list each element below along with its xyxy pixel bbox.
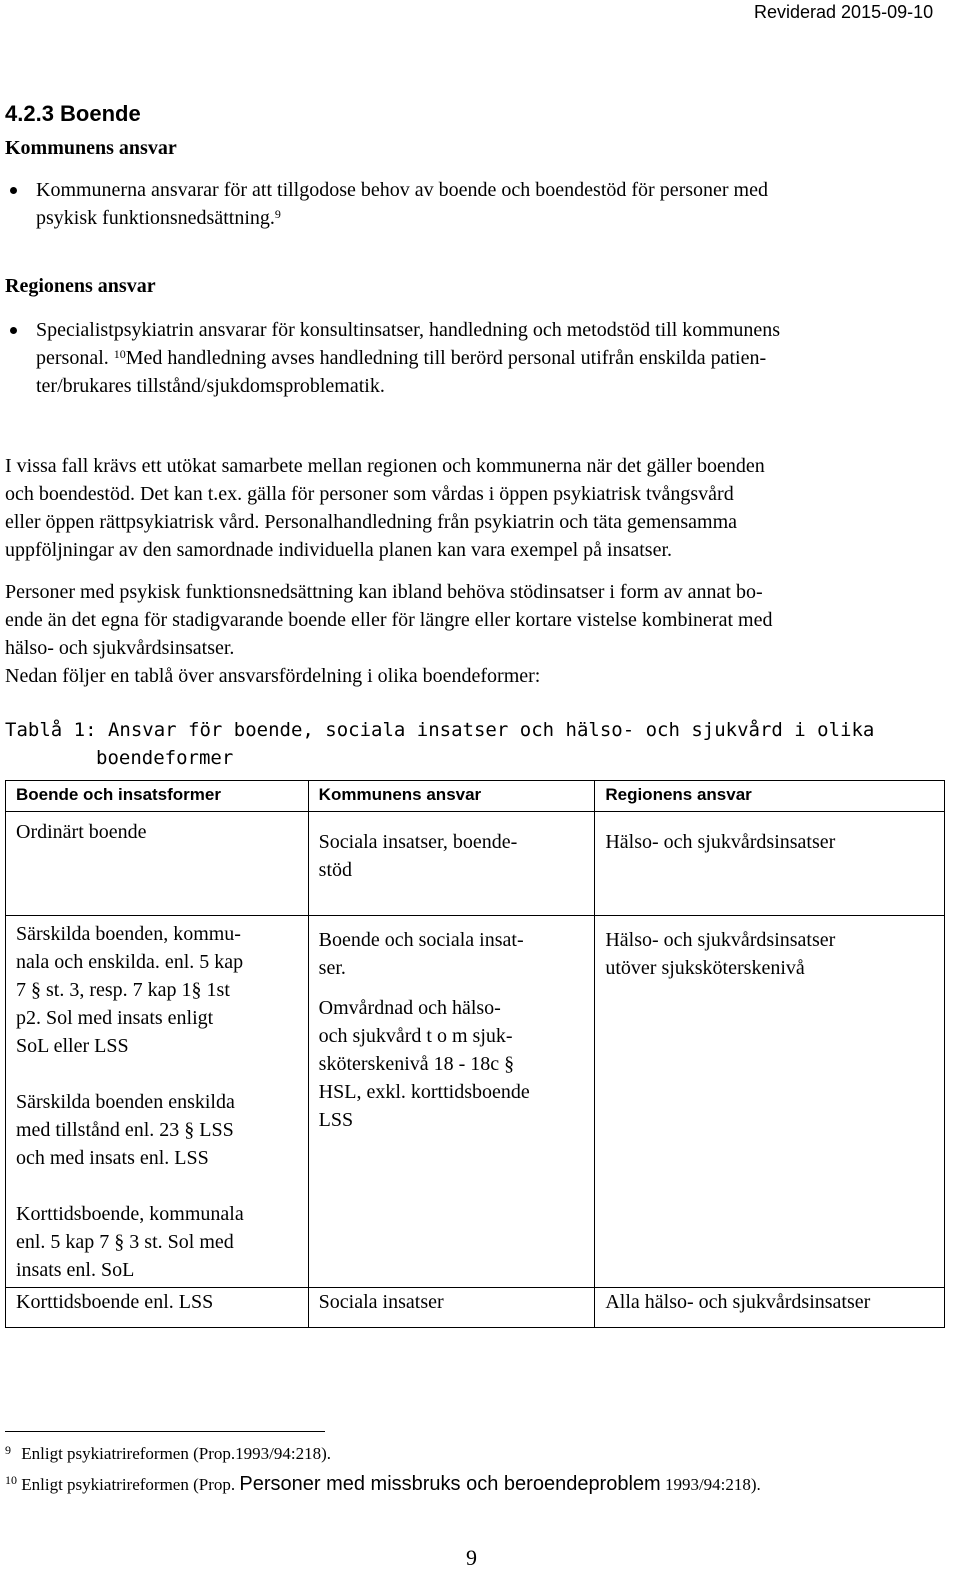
paragraph-2 xyxy=(5,578,772,662)
paragraph-1 xyxy=(5,452,765,564)
paragraph-2-line: ende än det egna för stadigvarande boende eller för längre eller kortare vistelse kombinerat med xyxy=(5,609,773,631)
footnote-text: Enligt psykiatrireformen (Prop.1993/94:218). xyxy=(21,1444,331,1463)
cell-text: 7 § st. 3, resp. 7 kap 1§ 1st xyxy=(16,979,230,1001)
cell-text: sköterskenivå 18 - 18c § xyxy=(318,1053,515,1075)
cell-text: Sociala insatser xyxy=(318,1291,444,1313)
region-bullet xyxy=(0,316,960,406)
cell-text: p2. Sol med insats enligt xyxy=(16,1007,214,1029)
kommun-bullet-line2-text: psykisk funktionsnedsättning. xyxy=(36,207,275,229)
paragraph-1-line: eller öppen rättpsykiatrisk vård. Personalhandledning från psykiatrin och täta gemensamma xyxy=(5,511,738,533)
table-cell xyxy=(308,812,595,916)
paragraph-1-line: och boendestöd. Det kan t.ex. gälla för personer som vårdas i öppen psykiatrisk tvångsvård xyxy=(5,483,734,505)
region-bullet-line2-post: Med handledning avses handledning till berörd personal utifrån enskilda patien- xyxy=(125,347,767,369)
cell-text xyxy=(16,1060,298,1088)
cell-text: med tillstånd enl. 23 § LSS xyxy=(16,1119,234,1141)
cell-text: Ordinärt boende xyxy=(16,821,147,843)
table-header-row xyxy=(6,781,945,812)
footnote-text: 1993/94:218). xyxy=(664,1475,761,1494)
header-boende: Boende och insatsformer xyxy=(6,781,309,812)
footnote-number: 10 xyxy=(5,1473,17,1487)
cell-text: Särskilda boenden, kommu- xyxy=(16,923,241,945)
kommun-subheading: Kommunens ansvar xyxy=(5,137,177,159)
cell-text: ser. xyxy=(318,957,346,979)
table-row xyxy=(6,1288,945,1328)
table-cell xyxy=(595,812,945,916)
footnote-number: 9 xyxy=(5,1443,11,1457)
header-region: Regionens ansvar xyxy=(595,781,945,812)
cell-text xyxy=(16,1172,298,1200)
region-subheading: Regionens ansvar xyxy=(5,275,156,297)
table-cell xyxy=(308,1288,595,1328)
table-cell xyxy=(595,916,945,1288)
table-row xyxy=(6,812,945,916)
cell-text: Särskilda boenden enskilda xyxy=(16,1091,235,1113)
footnote-separator xyxy=(5,1431,325,1432)
cell-text: SoL eller LSS xyxy=(16,1035,129,1057)
region-bullet-line1: Specialistpsykiatrin ansvarar för konsultinsatser, handledning och metodstöd till kommunens xyxy=(36,319,781,341)
cell-text: utöver sjuksköterskenivå xyxy=(605,957,805,979)
kommun-bullet xyxy=(0,176,960,236)
kommun-bullet-line2 xyxy=(36,204,281,232)
footnote-10 xyxy=(5,1472,761,1497)
cell-text: HSL, exkl. korttidsboende xyxy=(318,1081,530,1103)
footnote-ref-9: 9 xyxy=(274,207,281,221)
table-cell xyxy=(595,1288,945,1328)
table-row xyxy=(6,916,945,1288)
cell-text: insats enl. SoL xyxy=(16,1259,135,1281)
cell-text: stöd xyxy=(318,859,353,881)
bullet-icon xyxy=(10,327,17,334)
section-heading: 4.2.3 Boende xyxy=(5,101,141,126)
cell-text: Alla hälso- och sjukvårdsinsatser xyxy=(605,1291,871,1313)
paragraph-2-line: Personer med psykisk funktionsnedsättning kan ibland behöva stödinsatser i form av annat bo- xyxy=(5,581,763,603)
cell-text: Hälso- och sjukvårdsinsatser xyxy=(605,929,836,951)
footnote-ref-10: 10 xyxy=(113,347,126,361)
kommun-bullet-line1: Kommunerna ansvarar för att tillgodose behov av boende och boendestöd för personer med xyxy=(36,179,768,201)
table-cell xyxy=(6,812,309,916)
revision-date: Reviderad 2015-09-10 xyxy=(754,2,934,22)
footnote-text: Personer med missbruks och beroendeproblem xyxy=(239,1473,661,1495)
cell-text: Korttidsboende enl. LSS xyxy=(16,1291,214,1313)
paragraph-1-line: uppföljningar av den samordnade individuella planen kan vara exempel på insatser. xyxy=(5,539,673,561)
cell-text: LSS xyxy=(318,1109,354,1131)
page-number: 9 xyxy=(466,1545,477,1570)
bullet-icon xyxy=(10,187,17,194)
table-caption-line1: Tablå 1: Ansvar för boende, sociala insatser och hälso- och sjukvård i olika xyxy=(5,719,875,741)
table-cell xyxy=(308,916,595,1288)
paragraph-3: Nedan följer en tablå över ansvarsfördelning i olika boendeformer: xyxy=(5,665,541,687)
cell-text: Sociala insatser, boende- xyxy=(318,831,518,853)
responsibility-table xyxy=(5,780,945,1328)
region-bullet-line2-pre: personal. xyxy=(36,347,109,369)
table-cell xyxy=(6,916,309,1288)
region-bullet-line3: ter/brukares tillstånd/sjukdomsproblematik. xyxy=(36,375,385,397)
cell-text: och med insats enl. LSS xyxy=(16,1147,209,1169)
paragraph-2-line: hälso- och sjukvårdsinsatser. xyxy=(5,637,235,659)
table-caption-line2: boendeformer xyxy=(96,747,234,769)
footnote-9 xyxy=(5,1442,331,1466)
cell-text: Korttidsboende, kommunala xyxy=(16,1203,244,1225)
cell-text: enl. 5 kap 7 § 3 st. Sol med xyxy=(16,1231,234,1253)
region-bullet-line2 xyxy=(36,344,766,372)
footnote-text: Enligt psykiatrireformen (Prop. xyxy=(21,1475,236,1494)
cell-text: och sjukvård t o m sjuk- xyxy=(318,1025,513,1047)
table-caption xyxy=(5,716,874,772)
header-kommun: Kommunens ansvar xyxy=(308,781,595,812)
paragraph-1-line: I vissa fall krävs ett utökat samarbete mellan regionen och kommunerna när det gäller boenden xyxy=(5,455,765,477)
cell-text: Hälso- och sjukvårdsinsatser xyxy=(605,831,836,853)
table-cell xyxy=(6,1288,309,1328)
cell-text: nala och enskilda. enl. 5 kap xyxy=(16,951,244,973)
cell-text: Boende och sociala insat- xyxy=(318,929,524,951)
cell-text: Omvårdnad och hälso- xyxy=(318,997,501,1019)
